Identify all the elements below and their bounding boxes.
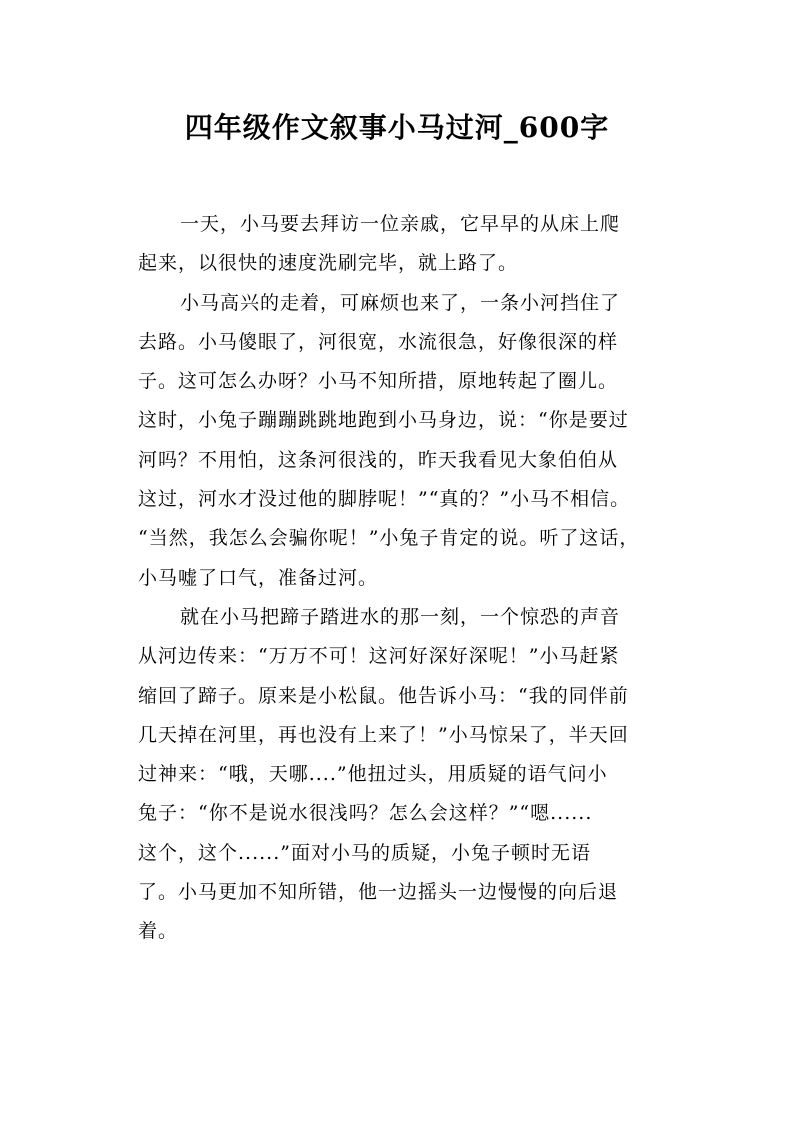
text-line: 兔子：“你不是说水很浅吗？怎么会这样？”“嗯...... — [138, 802, 593, 825]
text-line: 过神来：“哦，天哪....”他扭过头，用质疑的语气问小 — [138, 763, 608, 786]
text-line: 这个，这个......”面对小马的质疑，小兔子顿时无语 — [138, 841, 591, 864]
text-line: 几天掉在河里，再也没有上来了！”小马惊呆了，半天回 — [138, 723, 629, 746]
text-line: 子。这可怎么办呀？小马不知所措，原地转起了圈儿。 — [138, 370, 619, 393]
text-line: 这时，小兔子蹦蹦跳跳地跑到小马身边，说：“你是要过 — [138, 409, 629, 432]
text-line: “当然，我怎么会骗你呢！”小兔子肯定的说。听了这话， — [138, 527, 640, 550]
text-line: 去路。小马傻眼了，河很宽，水流很急，好像很深的样 — [138, 330, 619, 353]
text-line: 一天，小马要去拜访一位亲戚，它早早的从床上爬 — [180, 213, 621, 235]
text-line: 从河边传来：“万万不可！这河好深好深呢！”小马赶紧 — [138, 645, 620, 668]
document-body — [138, 205, 668, 952]
document-title: 四年级作文叙事小马过河_600字 — [184, 111, 610, 144]
text-line: 起来，以很快的速度洗刷完毕，就上路了。 — [138, 252, 519, 275]
text-line: 河吗？不用怕，这条河很浅的，昨天我看见大象伯伯从 — [138, 448, 619, 471]
text-line: 着。 — [138, 920, 179, 943]
text-line: 就在小马把蹄子踏进水的那一刻，一个惊恐的声音 — [180, 605, 621, 628]
text-line: 小马高兴的走着，可麻烦也来了，一条小河挡住了 — [180, 291, 621, 314]
text-line: 缩回了蹄子。原来是小松鼠。他告诉小马：“我的同伴前 — [138, 684, 629, 707]
text-line: 这过，河水才没过他的脚脖呢！”“真的？”小马不相信。 — [138, 488, 631, 511]
text-line: 小马嘘了口气，准备过河。 — [138, 566, 379, 589]
text-line: 了。小马更加不知所错，他一边摇头一边慢慢的向后退 — [138, 881, 619, 904]
